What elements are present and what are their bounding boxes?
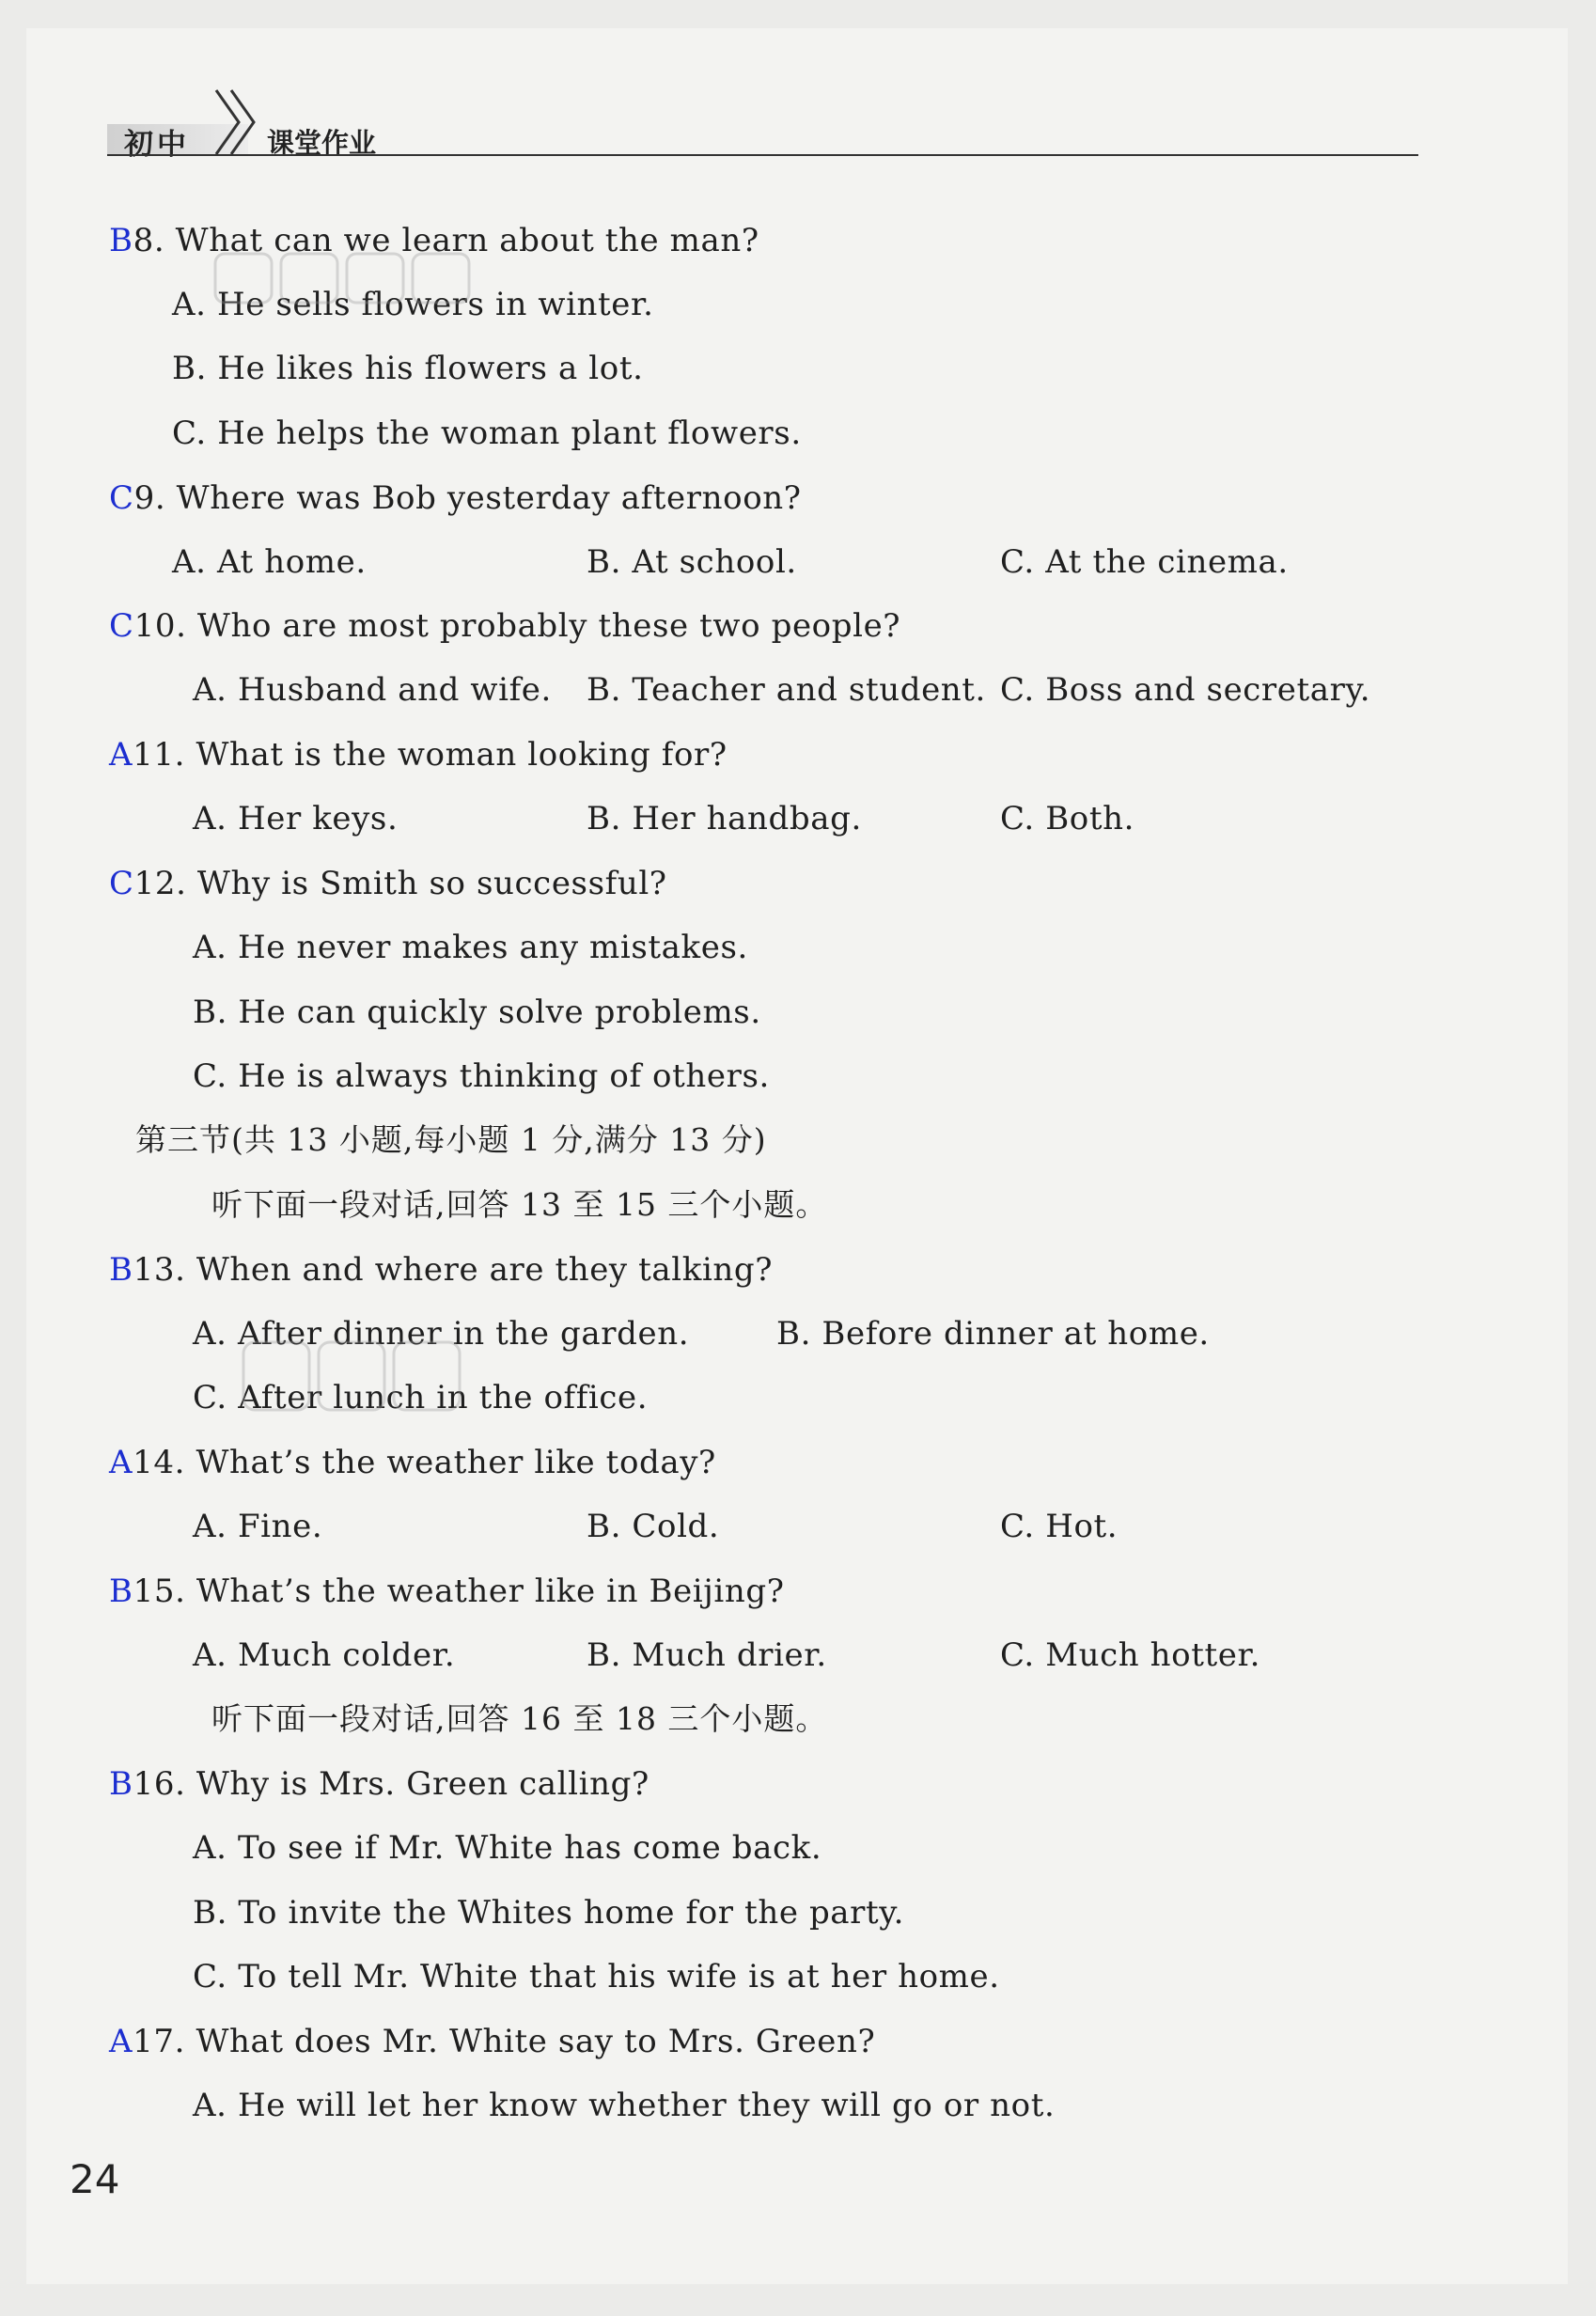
header-series: 课堂作业 (267, 127, 377, 159)
question-text: . Who are most probably these two people? (176, 607, 901, 645)
q14-option-c: C. Hot. (1000, 1508, 1119, 1545)
question-text: . What’s the weather like in Beijing? (175, 1573, 785, 1610)
question-15 (109, 1573, 785, 1610)
q15-option-c: C. Much hotter. (1000, 1636, 1261, 1674)
q8-option-c: C. He helps the woman plant flowers. (172, 415, 802, 452)
q15-option-a: A. Much colder. (193, 1636, 456, 1674)
question-14 (109, 1444, 716, 1481)
q17-option-a: A. He will let her know whether they will go or not. (193, 2087, 1056, 2124)
q11-option-a: A. Her keys. (193, 800, 399, 837)
question-17 (109, 2023, 875, 2060)
q10-option-c: C. Boss and secretary. (1000, 671, 1371, 709)
q16-option-b: B. To invite the Whites home for the party. (193, 1894, 904, 1932)
q9-option-a: A. At home. (172, 543, 367, 581)
question-number: 16 (133, 1765, 176, 1803)
question-16 (109, 1765, 649, 1803)
answer-mark: A (109, 2023, 133, 2060)
question-number: 8 (133, 222, 154, 259)
question-10 (109, 607, 900, 645)
q14-option-b: B. Cold. (587, 1508, 720, 1545)
q16-option-a: A. To see if Mr. White has come back. (193, 1829, 822, 1867)
q10-option-a: A. Husband and wife. (193, 671, 552, 709)
question-number: 17 (133, 2023, 175, 2060)
q13-option-a: A. After dinner in the garden. (193, 1315, 690, 1353)
question-number: 14 (133, 1444, 175, 1481)
instruction-1: 听下面一段对话,回答 13 至 15 三个小题。 (211, 1186, 828, 1223)
section-title: 第三节(共 13 小题,每小题 1 分,满分 13 分) (135, 1121, 767, 1158)
q13-option-b: B. Before dinner at home. (776, 1315, 1210, 1353)
q15-option-b: B. Much drier. (587, 1636, 827, 1674)
answer-mark: B (109, 1573, 133, 1610)
answer-mark: C (109, 607, 134, 645)
answer-mark: C (109, 865, 134, 902)
q11-option-b: B. Her handbag. (587, 800, 862, 837)
page-number: 24 (70, 2156, 120, 2202)
question-number: 15 (133, 1573, 176, 1610)
question-text: . What is the woman looking for? (174, 736, 728, 774)
question-text: . Where was Bob yesterday afternoon? (154, 479, 802, 517)
answer-mark: B (109, 222, 133, 259)
question-number: 9 (133, 479, 155, 517)
question-12 (109, 865, 667, 902)
watermark-logo (240, 1335, 465, 1419)
answer-mark: C (109, 479, 134, 517)
q10-option-b: B. Teacher and student. (587, 671, 986, 709)
q12-option-a: A. He never makes any mistakes. (193, 929, 748, 966)
answer-mark: A (109, 736, 133, 774)
question-text: . When and where are they talking? (175, 1251, 774, 1289)
q12-option-b: B. He can quickly solve problems. (193, 994, 761, 1031)
answer-mark: A (109, 1444, 133, 1481)
header-rule (107, 154, 1418, 156)
q9-option-b: B. At school. (587, 543, 797, 581)
question-text: . What’s the weather like today? (174, 1444, 716, 1481)
instruction-2: 听下面一段对话,回答 16 至 18 三个小题。 (211, 1700, 828, 1737)
q9-option-c: C. At the cinema. (1000, 543, 1289, 581)
question-11 (109, 736, 728, 774)
question-13 (109, 1251, 773, 1289)
question-number: 11 (133, 736, 175, 774)
q8-option-b: B. He likes his flowers a lot. (172, 350, 644, 387)
answer-mark: B (109, 1251, 133, 1289)
q14-option-a: A. Fine. (193, 1508, 323, 1545)
q13-option-c: C. After lunch in the office. (193, 1379, 649, 1416)
watermark-logo (211, 246, 475, 312)
answer-mark: B (109, 1765, 133, 1803)
question-text: . Why is Smith so successful? (176, 865, 667, 902)
q12-option-c: C. He is always thinking of others. (193, 1057, 770, 1095)
q8-option-a: A. He sells flowers in winter. (172, 286, 654, 323)
double-chevron-icon (199, 83, 274, 158)
question-text: . Why is Mrs. Green calling? (175, 1765, 649, 1803)
page-header (107, 83, 1418, 162)
header-level: 初中 (124, 128, 190, 162)
question-number: 12 (133, 865, 177, 902)
question-9 (109, 479, 802, 517)
question-number: 10 (133, 607, 177, 645)
question-text: . What does Mr. White say to Mrs. Green? (174, 2023, 876, 2060)
question-text: . What can we learn about the man? (153, 222, 759, 259)
q16-option-c: C. To tell Mr. White that his wife is at her home. (193, 1958, 1000, 1995)
question-number: 13 (133, 1251, 176, 1289)
q11-option-c: C. Both. (1000, 800, 1135, 837)
